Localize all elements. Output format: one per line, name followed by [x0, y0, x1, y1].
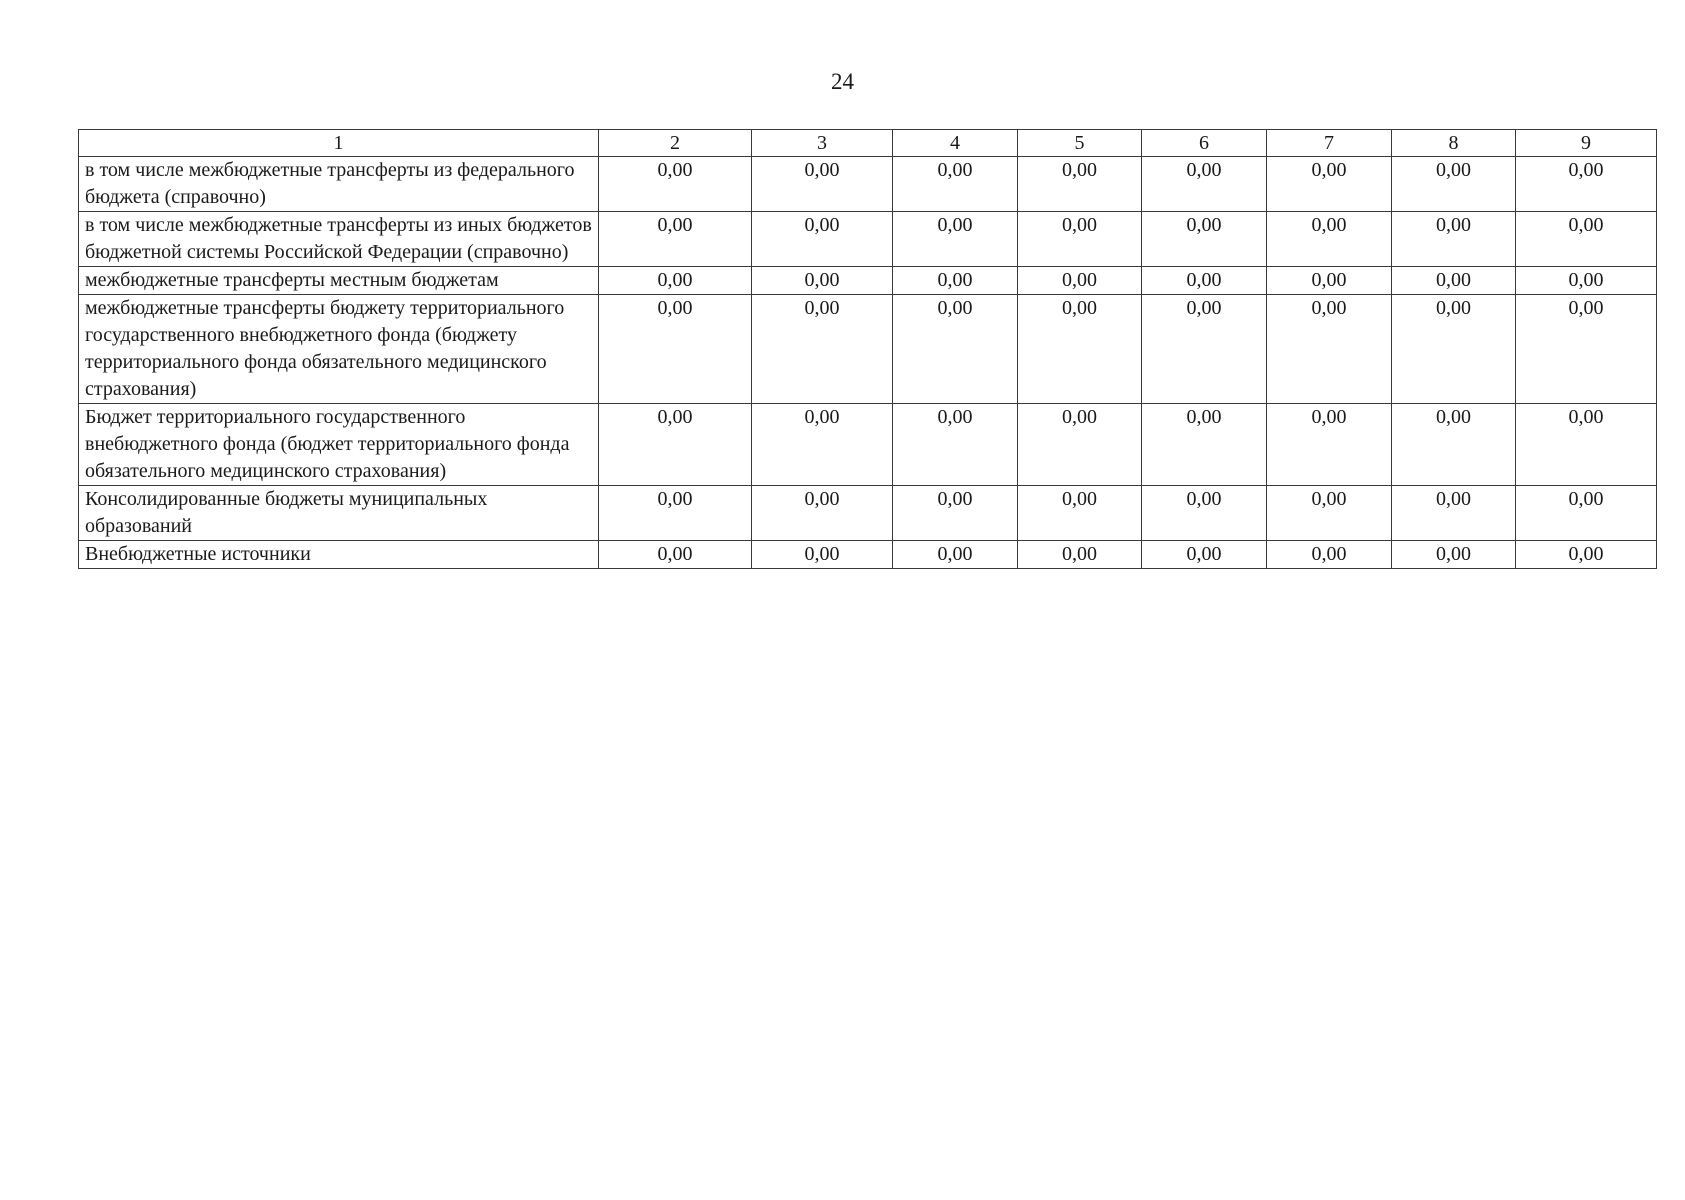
table-cell: 0,00 [752, 212, 893, 267]
table-cell: 0,00 [893, 486, 1018, 541]
table-cell: 0,00 [893, 541, 1018, 569]
table-cell: 0,00 [1142, 212, 1267, 267]
table-row [79, 267, 1657, 295]
table-cell: 0,00 [752, 157, 893, 212]
row-label: Консолидированные бюджеты муниципальных образований [79, 486, 599, 541]
table-row [79, 541, 1657, 569]
column-header: 3 [752, 130, 893, 157]
table-cell: 0,00 [752, 404, 893, 486]
column-header: 4 [893, 130, 1018, 157]
table-cell: 0,00 [1267, 541, 1392, 569]
table-cell: 0,00 [752, 541, 893, 569]
column-header: 5 [1018, 130, 1142, 157]
table-cell: 0,00 [599, 212, 752, 267]
table-cell: 0,00 [1392, 267, 1516, 295]
table-cell: 0,00 [1516, 541, 1657, 569]
table-cell: 0,00 [1516, 267, 1657, 295]
table-cell: 0,00 [1142, 541, 1267, 569]
table-row [79, 295, 1657, 404]
table-cell: 0,00 [1018, 295, 1142, 404]
column-header: 1 [79, 130, 599, 157]
table-cell: 0,00 [1267, 267, 1392, 295]
table-cell: 0,00 [893, 157, 1018, 212]
column-header: 8 [1392, 130, 1516, 157]
table-cell: 0,00 [1267, 295, 1392, 404]
table-cell: 0,00 [1018, 486, 1142, 541]
table-cell: 0,00 [1516, 157, 1657, 212]
table-cell: 0,00 [1142, 295, 1267, 404]
table-cell: 0,00 [1267, 404, 1392, 486]
column-header: 6 [1142, 130, 1267, 157]
table-cell: 0,00 [752, 295, 893, 404]
table-cell: 0,00 [1392, 541, 1516, 569]
column-header: 2 [599, 130, 752, 157]
table-cell: 0,00 [599, 267, 752, 295]
row-label: межбюджетные трансферты местным бюджетам [79, 267, 599, 295]
table-cell: 0,00 [1516, 295, 1657, 404]
table-cell: 0,00 [1392, 404, 1516, 486]
table-row [79, 157, 1657, 212]
table-cell: 0,00 [599, 404, 752, 486]
table-cell: 0,00 [1267, 486, 1392, 541]
table-cell: 0,00 [893, 295, 1018, 404]
table-cell: 0,00 [1516, 404, 1657, 486]
table-cell: 0,00 [1142, 404, 1267, 486]
table-cell: 0,00 [1018, 541, 1142, 569]
table-cell: 0,00 [1516, 212, 1657, 267]
table-cell: 0,00 [893, 212, 1018, 267]
table-cell: 0,00 [599, 295, 752, 404]
table-cell: 0,00 [599, 541, 752, 569]
row-label: в том числе межбюджетные трансферты из иных бюджетов бюджетной системы Российской Федерации (справочно) [79, 212, 599, 267]
table-cell: 0,00 [1142, 486, 1267, 541]
table-cell: 0,00 [1018, 267, 1142, 295]
table-cell: 0,00 [1018, 157, 1142, 212]
budget-table [78, 129, 1657, 569]
page-number: 24 [831, 69, 854, 94]
table-row [79, 404, 1657, 486]
table-cell: 0,00 [752, 486, 893, 541]
table-cell: 0,00 [1018, 212, 1142, 267]
table-cell: 0,00 [1392, 157, 1516, 212]
row-label: межбюджетные трансферты бюджету территориального государственного внебюджетного фонда (бюджету территориального фонда обязательного медицинского страхования) [79, 295, 599, 404]
table-row [79, 212, 1657, 267]
table-cell: 0,00 [893, 267, 1018, 295]
table-cell: 0,00 [1267, 157, 1392, 212]
table-cell: 0,00 [893, 404, 1018, 486]
table-cell: 0,00 [1142, 157, 1267, 212]
table-cell: 0,00 [599, 157, 752, 212]
table-cell: 0,00 [1142, 267, 1267, 295]
table-cell: 0,00 [1516, 486, 1657, 541]
table-cell: 0,00 [752, 267, 893, 295]
table-cell: 0,00 [599, 486, 752, 541]
column-header: 9 [1516, 130, 1657, 157]
row-label: Бюджет территориального государственного внебюджетного фонда (бюджет территориального фонда обязательного медицинского страхования) [79, 404, 599, 486]
table-cell: 0,00 [1018, 404, 1142, 486]
table-cell: 0,00 [1392, 486, 1516, 541]
table-header-row [79, 130, 1657, 157]
table-cell: 0,00 [1392, 295, 1516, 404]
row-label: Внебюджетные источники [79, 541, 599, 569]
row-label: в том числе межбюджетные трансферты из федерального бюджета (справочно) [79, 157, 599, 212]
table-cell: 0,00 [1392, 212, 1516, 267]
table-cell: 0,00 [1267, 212, 1392, 267]
table-row [79, 486, 1657, 541]
column-header: 7 [1267, 130, 1392, 157]
